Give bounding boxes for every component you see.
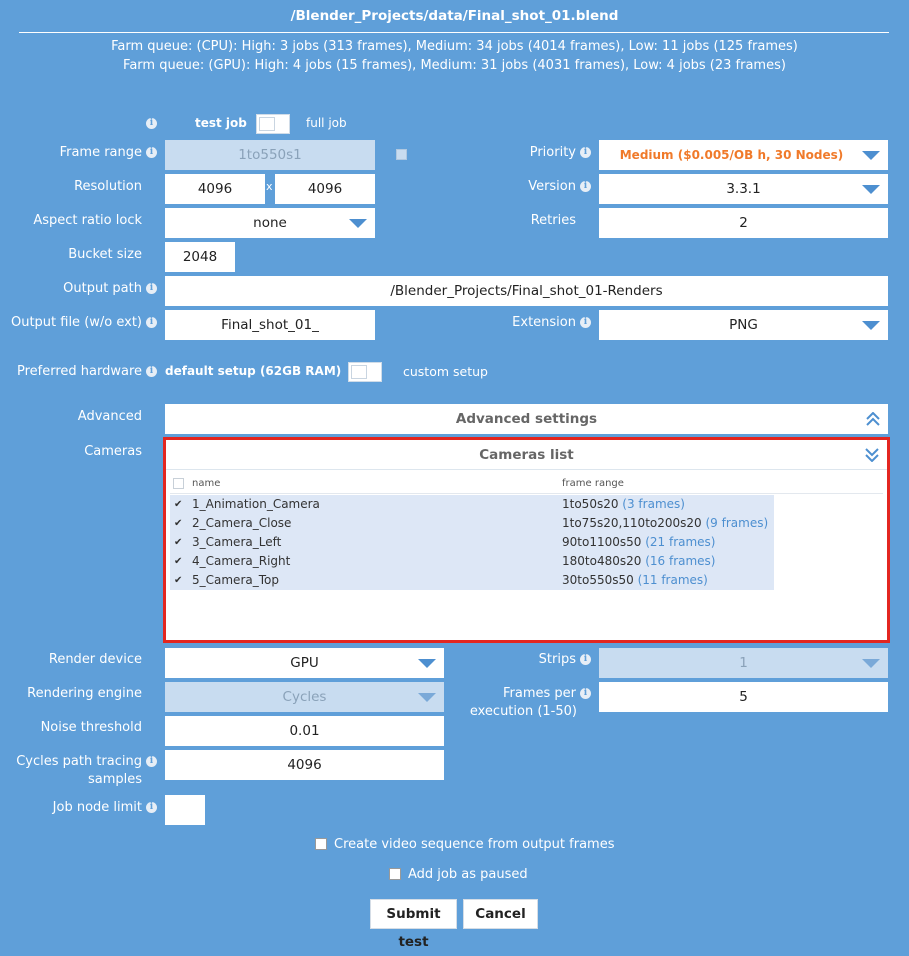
- aspect-label: Aspect ratio lock: [33, 213, 142, 228]
- camera-frame-count: (9 frames): [701, 516, 769, 530]
- advanced-settings-title: Advanced settings: [455, 411, 598, 427]
- paused-checkbox[interactable]: [389, 868, 401, 880]
- frames-per-label-line1: Frames per: [502, 686, 576, 701]
- info-icon[interactable]: i: [146, 317, 157, 328]
- output-path-input[interactable]: /Blender_Projects/Final_shot_01-Renders: [165, 276, 888, 306]
- output-file-input[interactable]: Final_shot_01_: [165, 310, 375, 340]
- render-device-label: Render device: [48, 652, 142, 667]
- camera-frame-range: 90to1100s50 (21 frames): [562, 535, 716, 549]
- header-divider: [170, 493, 883, 494]
- chevron-down-icon: [418, 659, 436, 668]
- render-device-value: GPU: [290, 655, 319, 671]
- bucket-input[interactable]: 2048: [165, 242, 235, 272]
- frame-range-input[interactable]: 1to550s1: [165, 140, 375, 170]
- output-file-label: Output file (w/o ext): [10, 315, 142, 330]
- info-icon[interactable]: i: [580, 317, 591, 328]
- video-sequence-label: Create video sequence from output frames: [334, 837, 615, 852]
- strips-value: 1: [739, 655, 748, 671]
- retries-label: Retries: [530, 213, 576, 228]
- toggle-knob: [259, 117, 275, 131]
- noise-input[interactable]: 0.01: [165, 716, 444, 746]
- aspect-select[interactable]: [165, 208, 375, 238]
- default-setup-label: default setup (62GB RAM): [165, 364, 342, 378]
- info-icon[interactable]: i: [580, 181, 591, 192]
- version-label: Version: [528, 179, 576, 194]
- camera-name: 1_Animation_Camera: [192, 497, 320, 511]
- chevron-down-icon: [418, 693, 436, 702]
- aspect-value: none: [253, 215, 287, 231]
- custom-setup-label: custom setup: [403, 364, 488, 379]
- camera-name: 5_Camera_Top: [192, 573, 279, 587]
- check-icon[interactable]: ✔: [174, 556, 183, 567]
- full-job-label: full job: [306, 116, 347, 130]
- advanced-label: Advanced: [77, 409, 142, 424]
- cycles-label-line1: Cycles path tracing: [16, 754, 142, 769]
- resolution-separator: x: [266, 180, 273, 193]
- retries-input[interactable]: 2: [599, 208, 888, 238]
- camera-frame-range: 180to480s20 (16 frames): [562, 554, 716, 568]
- camera-frame-range: 30to550s50 (11 frames): [562, 573, 708, 587]
- chevron-down-icon: [862, 185, 880, 194]
- engine-value: Cycles: [282, 689, 327, 705]
- cycles-samples-input[interactable]: 4096: [165, 750, 444, 780]
- hardware-toggle[interactable]: [348, 362, 382, 382]
- table-row[interactable]: [170, 533, 774, 552]
- info-icon[interactable]: i: [146, 366, 157, 377]
- advanced-settings-header[interactable]: [165, 404, 888, 434]
- info-icon[interactable]: i: [580, 654, 591, 665]
- engine-label: Rendering engine: [27, 686, 142, 701]
- frames-per-label-line2: execution (1-50): [469, 704, 577, 719]
- priority-label: Priority: [529, 145, 576, 160]
- noise-label: Noise threshold: [40, 720, 142, 735]
- strips-select[interactable]: [599, 648, 888, 678]
- priority-select[interactable]: [599, 140, 888, 170]
- cameras-panel: [163, 437, 890, 643]
- table-row[interactable]: [170, 552, 774, 571]
- extension-value: PNG: [729, 317, 758, 333]
- submit-button[interactable]: Submit test: [370, 899, 457, 929]
- info-icon[interactable]: i: [580, 688, 591, 699]
- version-select[interactable]: [599, 174, 888, 204]
- frame-range-checkbox[interactable]: [396, 149, 407, 160]
- info-icon[interactable]: i: [580, 147, 591, 158]
- version-value: 3.3.1: [726, 181, 761, 197]
- resolution-width-input[interactable]: 4096: [165, 174, 265, 204]
- test-job-label: test job: [195, 116, 247, 130]
- col-range-header: frame range: [562, 478, 624, 489]
- title-divider: [19, 32, 889, 33]
- camera-rows: [170, 495, 774, 590]
- camera-frame-range: 1to50s20 (3 frames): [562, 497, 685, 511]
- queue-cpu: Farm queue: (CPU): High: 3 jobs (313 frames), Medium: 34 jobs (4014 frames), Low: 11 jobs (125 frames): [111, 39, 798, 54]
- table-row[interactable]: [170, 514, 774, 533]
- check-icon[interactable]: ✔: [174, 518, 183, 529]
- camera-name: 3_Camera_Left: [192, 535, 282, 549]
- info-icon[interactable]: i: [146, 147, 157, 158]
- priority-value: Medium ($0.005/OB h, 30 Nodes): [619, 148, 844, 162]
- check-icon[interactable]: ✔: [174, 537, 183, 548]
- cancel-button[interactable]: Cancel: [463, 899, 538, 929]
- info-icon[interactable]: i: [146, 118, 157, 129]
- chevron-up-double-icon: [866, 412, 880, 426]
- extension-label: Extension: [512, 315, 576, 330]
- hardware-label: Preferred hardware: [16, 364, 142, 379]
- output-path-label: Output path: [63, 281, 142, 296]
- table-row[interactable]: [170, 571, 774, 590]
- camera-frame-count: (21 frames): [641, 535, 716, 549]
- camera-frame-count: (3 frames): [618, 497, 685, 511]
- bucket-label: Bucket size: [68, 247, 142, 262]
- resolution-label: Resolution: [74, 179, 142, 194]
- cycles-label-line2: samples: [87, 772, 142, 787]
- node-limit-label: Job node limit: [52, 800, 142, 815]
- chevron-down-icon: [349, 219, 367, 228]
- select-all-checkbox[interactable]: [173, 478, 184, 489]
- cameras-list-header[interactable]: [166, 440, 887, 470]
- render-device-select[interactable]: [165, 648, 444, 678]
- table-row[interactable]: [170, 495, 774, 514]
- video-sequence-checkbox[interactable]: [315, 838, 327, 850]
- chevron-down-icon: [862, 321, 880, 330]
- cameras-list-title: Cameras list: [479, 447, 574, 463]
- chevron-down-icon: [862, 151, 880, 160]
- engine-select[interactable]: [165, 682, 444, 712]
- frame-range-label: Frame range: [59, 145, 142, 160]
- page-title: /Blender_Projects/data/Final_shot_01.blend: [290, 8, 619, 24]
- cameras-label: Cameras: [84, 444, 142, 459]
- camera-frame-range: 1to75s20,110to200s20 (9 frames): [562, 516, 769, 530]
- info-icon[interactable]: i: [146, 283, 157, 294]
- paused-label: Add job as paused: [408, 867, 528, 882]
- node-limit-input[interactable]: [165, 795, 205, 825]
- camera-name: 4_Camera_Right: [192, 554, 291, 568]
- check-icon[interactable]: ✔: [174, 499, 183, 510]
- info-icon[interactable]: i: [146, 802, 157, 813]
- strips-label: Strips: [538, 652, 576, 667]
- camera-frame-count: (16 frames): [641, 554, 716, 568]
- job-mode-toggle[interactable]: [256, 114, 290, 134]
- col-name-header: name: [192, 478, 221, 489]
- toggle-knob: [351, 365, 367, 379]
- chevron-down-double-icon: [865, 448, 879, 462]
- check-icon[interactable]: ✔: [174, 575, 183, 586]
- extension-select[interactable]: [599, 310, 888, 340]
- info-icon[interactable]: i: [146, 756, 157, 767]
- camera-name: 2_Camera_Close: [192, 516, 292, 530]
- resolution-height-input[interactable]: 4096: [275, 174, 375, 204]
- queue-gpu: Farm queue: (GPU): High: 4 jobs (15 frames), Medium: 31 jobs (4031 frames), Low: 4 jobs (23 frames): [123, 58, 786, 73]
- frames-per-input[interactable]: 5: [599, 682, 888, 712]
- camera-frame-count: (11 frames): [633, 573, 708, 587]
- chevron-down-icon: [862, 659, 880, 668]
